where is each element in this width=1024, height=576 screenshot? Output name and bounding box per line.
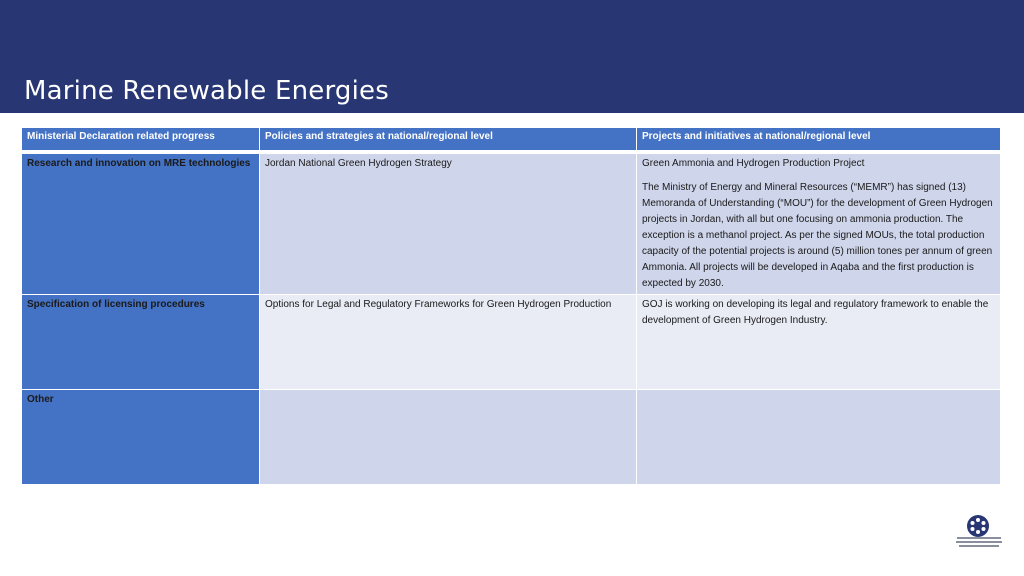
row-label-research: Research and innovation on MRE technologies xyxy=(22,154,260,295)
projects-cell xyxy=(637,154,1001,295)
projects-cell xyxy=(637,390,1001,485)
policies-cell xyxy=(260,390,637,485)
table-row xyxy=(22,295,1001,390)
projects-cell xyxy=(637,295,1001,390)
projects-text: The Ministry of Energy and Mineral Resources (“MEMR”) has signed (13) Memoranda of Understanding (“MOU”) for the development of Green Hydrogen projects in Jordan, with all but one focusing on ammonia production. The exception is a methanol project. As per the signed MOUs, the total production capacity of the potential projects is around (5) million tones per annum of green Ammonia. All projects will be developed in Aqaba and the first production is expected by 2030. xyxy=(642,182,993,289)
page-title: Marine Renewable Energies xyxy=(24,76,389,106)
table-row xyxy=(22,390,1001,485)
row-label-licensing: Specification of licensing procedures xyxy=(22,295,260,390)
policies-cell xyxy=(260,154,637,295)
column-header-policies: Policies and strategies at national/regional level xyxy=(260,128,637,151)
union-for-the-mediterranean-logo-icon xyxy=(950,512,1006,560)
policies-cell xyxy=(260,295,637,390)
logo-caption-lines xyxy=(954,537,1004,549)
projects-title: Green Ammonia and Hydrogen Production Project xyxy=(642,158,865,169)
policies-text: Options for Legal and Regulatory Frameworks for Green Hydrogen Production xyxy=(265,299,612,310)
column-header-projects: Projects and initiatives at national/regional level xyxy=(637,128,1001,151)
row-label-other: Other xyxy=(22,390,260,485)
policies-text: Jordan National Green Hydrogen Strategy xyxy=(265,158,452,169)
progress-table xyxy=(21,127,1001,485)
column-header-declaration: Ministerial Declaration related progress xyxy=(22,128,260,151)
table-row xyxy=(22,154,1001,295)
table-header-row xyxy=(22,128,1001,151)
projects-text: GOJ is working on developing its legal and regulatory framework to enable the development of Green Hydrogen Industry. xyxy=(642,299,989,326)
